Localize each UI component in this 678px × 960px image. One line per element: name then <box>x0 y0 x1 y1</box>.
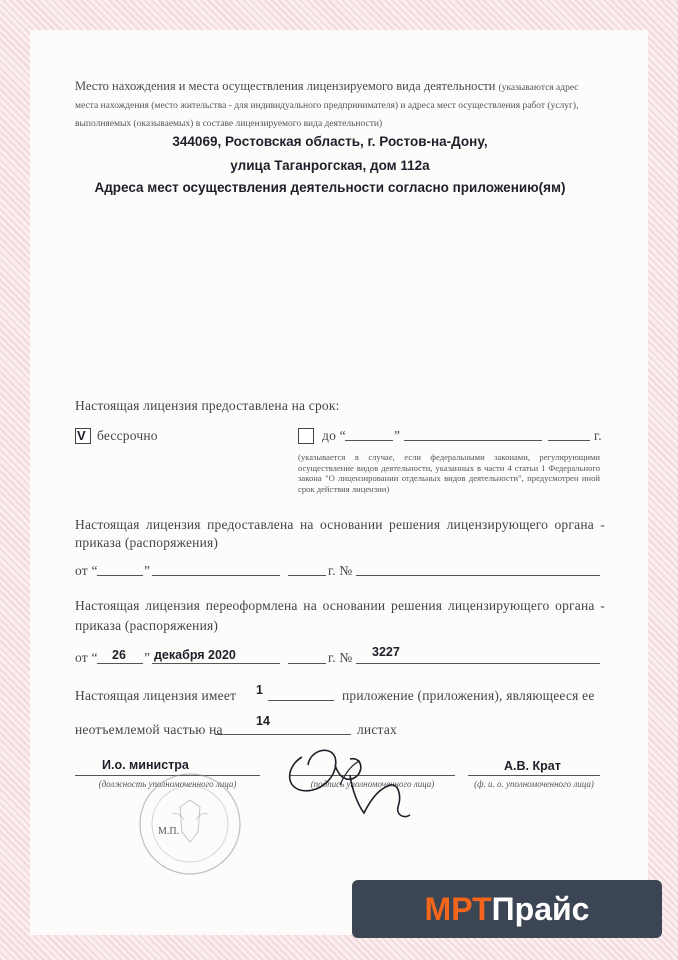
until-label: до “ <box>322 428 346 443</box>
reissue-month-year: декабря 2020 <box>154 648 236 662</box>
appendix-text-1: Настоящая лицензия имеет <box>75 688 237 703</box>
basis-text-1: Настоящая лицензия предоставлена на основании решения лицензирующего органа - <box>75 517 605 532</box>
basis-day-line <box>97 575 143 576</box>
handwritten-signature <box>280 735 420 830</box>
appendix-text-2: приложение (приложения), являющееся ее <box>342 688 595 703</box>
until-checkbox[interactable] <box>298 428 314 444</box>
check-mark: V <box>77 428 86 443</box>
reissue-month-line <box>152 663 280 664</box>
name-caption: (ф. и. о. уполномоченного лица) <box>474 779 594 789</box>
address-line-3: Адреса мест осуществления деятельности согласно приложению(ям) <box>94 180 566 195</box>
sign-caption: (подпись уполномоченного лица) <box>310 779 435 789</box>
reissue-quote: ” <box>144 650 151 665</box>
watermark-logo <box>352 880 662 938</box>
appendix-text-3: неотъемлемой частью на <box>75 722 223 737</box>
reissue-number-line <box>356 663 600 664</box>
reissue-day-line <box>97 663 143 664</box>
until-day-line <box>345 440 393 441</box>
basis-month-line <box>152 575 280 576</box>
address-line-2: улица Таганрогская, дом 112а <box>230 158 430 173</box>
header-small-1: (указываются адрес <box>498 83 579 93</box>
basis-year-no: г. № <box>328 563 353 578</box>
term-note: (указывается в случае, если федеральными законами, регулирующими осуществление видов деятельности, указанных в части 4 статьи 1 Федерального закона "О лицензировании отдельных видов деятельности", предусмотрен иной срок действия лицензии) <box>298 452 600 494</box>
header-text <box>75 78 620 132</box>
appendix-sheets: 14 <box>256 714 270 728</box>
header-small-2: места нахождения (место жительства - для индивидуального предпринимателя) и адреса мест осуществления работ (услуг), <box>75 101 579 111</box>
logo-part-1: МРТ <box>424 890 492 927</box>
reissue-number: 3227 <box>372 645 400 659</box>
reissue-from: от “ <box>75 650 98 665</box>
appendix-text-4: листах <box>357 722 397 737</box>
reissue-text-2: приказа (распоряжения) <box>75 618 219 633</box>
official-stamp <box>120 772 260 882</box>
name-line <box>468 775 600 776</box>
basis-from: от “ <box>75 563 98 578</box>
appendix-count: 1 <box>256 683 263 697</box>
until-year-line <box>548 440 590 441</box>
basis-text-2: приказа (распоряжения) <box>75 535 219 550</box>
term-title: Настоящая лицензия предоставлена на срок: <box>75 398 340 413</box>
reissue-year-line <box>288 663 326 664</box>
basis-number-line <box>356 575 600 576</box>
until-year-suffix: г. <box>594 428 602 443</box>
until-quote: ” <box>394 428 401 443</box>
address-line-1: 344069, Ростовская область, г. Ростов-на-Дону, <box>172 134 488 149</box>
signer-name: А.В. Крат <box>504 759 561 773</box>
basis-year-line <box>288 575 326 576</box>
basis-quote: ” <box>144 563 151 578</box>
reissue-year-no: г. № <box>328 650 353 665</box>
indefinite-checkbox[interactable] <box>75 428 91 444</box>
appendix-count-line <box>268 700 334 701</box>
position-caption: (должность уполномоченного лица) <box>98 779 237 789</box>
logo-part-2: Прайс <box>491 890 590 927</box>
signer-position: И.о. министра <box>102 758 189 772</box>
header-main: Место нахождения и места осуществления лицензируемого вида деятельности <box>75 79 496 93</box>
until-month-line <box>404 440 542 441</box>
indefinite-label: бессрочно <box>97 428 158 443</box>
header-small-3: выполняемых (оказываемых) в составе лицензируемого вида деятельности) <box>75 119 383 129</box>
stamp-label: М.П. <box>158 826 180 837</box>
reissue-day: 26 <box>112 648 126 662</box>
reissue-text-1: Настоящая лицензия переоформлена на основании решения лицензирующего органа - <box>75 598 605 613</box>
